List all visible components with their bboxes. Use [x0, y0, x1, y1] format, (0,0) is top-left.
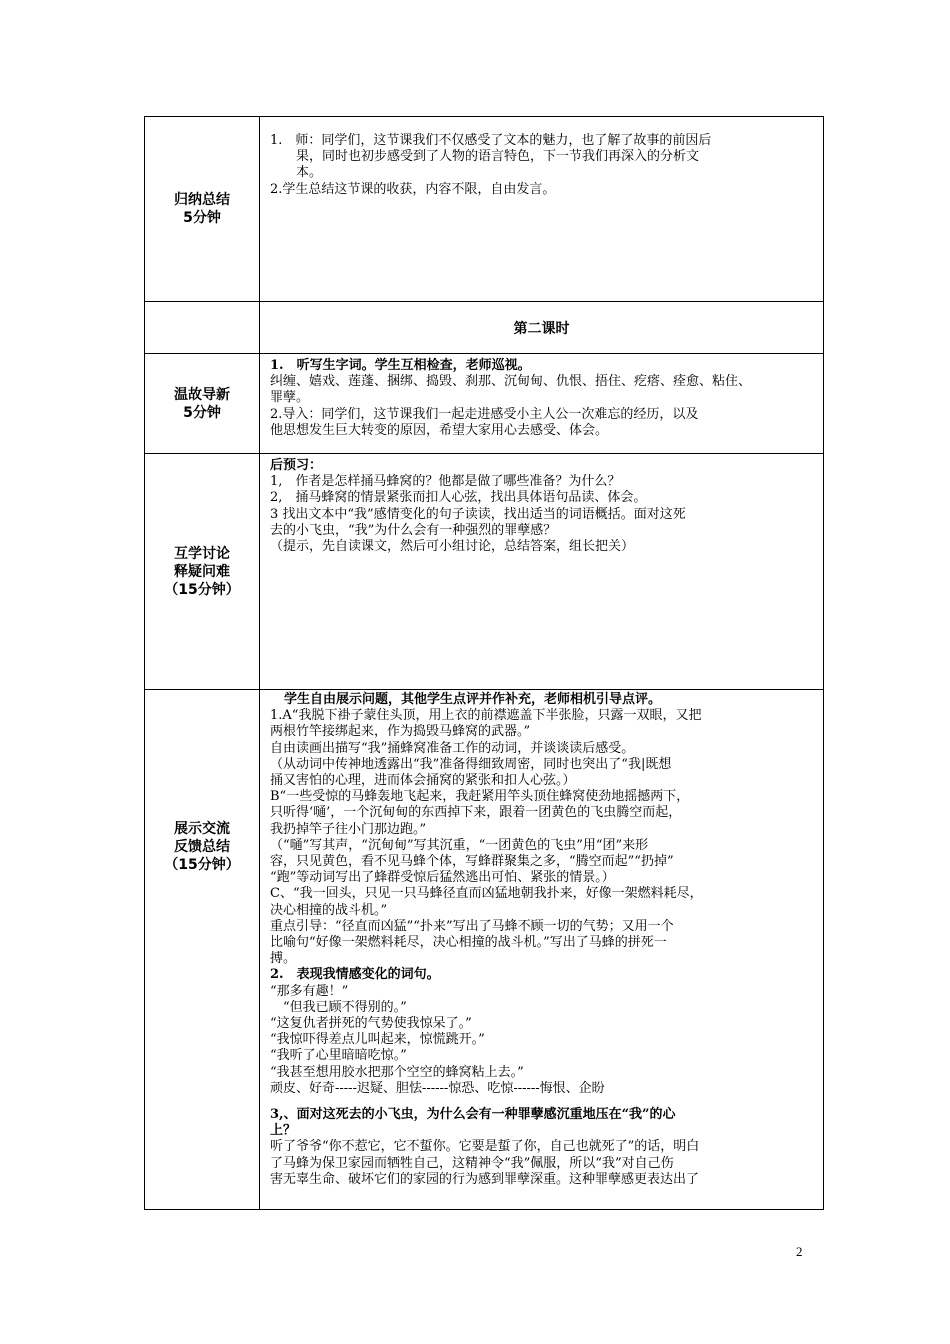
page-number: 2	[796, 1244, 803, 1259]
label-line: 展示交流	[174, 821, 230, 837]
text-line: 容，只见黄色，看不见马蜂个体，写蜂群聚集之多，“腾空而起”“扔掉”	[270, 854, 674, 870]
text-line: （从动词中传神地透露出“我”准备得细致周密，同时也突出了“我|既想	[270, 756, 672, 772]
label-line: 反馈总结	[174, 839, 230, 855]
quote-line: “但我已顾不得别的。”	[270, 999, 407, 1015]
section-heading: 上？	[270, 1123, 297, 1139]
label-line: 归纳总结	[174, 192, 230, 208]
label-line: 互学讨论	[174, 545, 230, 562]
content-discussion	[260, 454, 824, 690]
row-review	[145, 354, 824, 454]
text-line: 罪孽。	[270, 390, 310, 406]
quote-line: “我听了心里暗暗吃惊。”	[270, 1048, 407, 1064]
section-heading: 2. 表现我情感变化的词句。	[270, 967, 440, 983]
text-line: 听了爷爷“你不惹它，它不蜇你。它要是蜇了你，自己也就死了”的话，明白	[270, 1139, 700, 1155]
text-line: 比喻句“好像一架燃料耗尽，决心相撞的战斗机。”写出了马蜂的拼死一	[270, 935, 667, 951]
text-line: 只听得‘嗵’，一个沉甸甸的东西掉下来，跟着一团黄色的飞虫腾空而起，	[270, 805, 682, 821]
text-line: B“一些受惊的马蜂轰地飞起来，我赶紧用竿头顶住蜂窝使劲地摇撼两下，	[270, 789, 690, 805]
label-line: （15分钟）	[164, 857, 240, 873]
row-presentation	[145, 690, 824, 1210]
text-line: 决心相撞的战斗机。”	[270, 902, 388, 918]
text-line: C、“我一回头，只见一只马蜂径直而凶猛地朝我扑来，好像一架燃料耗尽，	[270, 886, 703, 902]
section-heading: 学生自由展示问题，其他学生点评并作补充，老师相机引导点评。	[284, 692, 662, 707]
text-line: 纠缠、嬉戏、莲蓬、捆绑、捣毁、刹那、沉甸甸、仇恨、捂住、疙瘩、痊愈、粘住、	[270, 374, 752, 390]
text-line: （“嗵”写其声，“沉甸甸”写其沉重，“一团黄色的飞虫”用“团”来形	[270, 837, 649, 853]
text-line: 1.A“我脱下褂子蒙住头顶，用上衣的前襟遮盖下半张脸，只露一双眼，又把	[270, 708, 702, 724]
quote-line: “我甚至想用胶水把那个空空的蜂窝粘上去。”	[270, 1064, 524, 1080]
content-review	[260, 354, 824, 454]
text-line: 我扔掉竿子往小门那边跑。”	[270, 821, 427, 837]
text-line: 去的小飞虫，“我”为什么会有一种强烈的罪孽感？	[270, 522, 557, 538]
content-summary	[260, 117, 824, 302]
label-line: 释疑问难	[174, 563, 230, 580]
text-line: 了马蜂为保卫家园而牺牲自己，这精神令“我”佩服，所以“我”对自己伤	[270, 1155, 674, 1171]
quote-line: “那多有趣！”	[270, 983, 349, 999]
text-line: 1. 师：同学们，这节课我们不仅感受了文本的魅力，也了解了故事的前因后	[270, 133, 712, 148]
section-heading: 后预习：	[270, 458, 323, 473]
text-line: （提示，先自读课文，然后可小组讨论，总结答案，组长把关）	[270, 539, 635, 555]
label-line: 5分钟	[183, 210, 221, 226]
section-heading: 1. 听写生字词。学生互相检查，老师巡视。	[270, 358, 531, 373]
text-line: 果，同时也初步感受到了人物的语言特色，下一节我们再深入的分析文	[270, 149, 700, 165]
text-line: 2.导入：同学们，这节课我们一起走进感受小主人公一次难忘的经历，以及	[270, 406, 699, 422]
text-line: 捅又害怕的心理，进而体会捅窝的紧张和扣人心弦。）	[270, 773, 576, 789]
text-line: 重点引导：“径直而凶猛”“扑来”写出了马蜂不顾一切的气势；又用一个	[270, 918, 674, 934]
text-line: 两根竹竿接绑起来，作为捣毁马蜂窝的武器。”	[270, 724, 531, 740]
text-line: 2, 捅马蜂窝的情景紧张而扣人心弦，找出具体语句品读、体会。	[270, 490, 647, 506]
label-review	[145, 354, 260, 454]
label-line: （15分钟）	[164, 581, 240, 598]
text-line: 2.学生总结这节课的收获，内容不限，自由发言。	[270, 181, 556, 197]
label-summary	[145, 117, 260, 302]
quote-line: “这复仇者拼死的气势使我惊呆了。”	[270, 1016, 472, 1032]
lesson-plan-table	[144, 116, 824, 1210]
text-line: 自由读画出描写“我”捅蜂窝准备工作的动词，并谈谈读后感受。	[270, 740, 635, 756]
text-line: 顽皮、好奇-----迟疑、胆怯------惊恐、吃惊------悔恨、企盼	[270, 1080, 605, 1096]
text-line: 3 找出文本中“我”感情变化的句子读读，找出适当的词语概括。面对这死	[270, 506, 686, 522]
spacer	[270, 1097, 819, 1107]
row-discussion	[145, 454, 824, 690]
text-line: 搏。	[270, 951, 297, 967]
section-heading: 3,、面对这死去的小飞虫，为什么会有一种罪孽感沉重地压在“我”的心	[270, 1107, 676, 1123]
text-line: 他思想发生巨大转变的原因，希望大家用心去感受、体会。	[270, 422, 609, 438]
text-line: 害无辜生命、破坏它们的家园的行为感到罪孽深重。这种罪孽感更表达出了	[270, 1171, 700, 1187]
row-summary	[145, 117, 824, 302]
label-line: 5分钟	[183, 404, 221, 421]
text-line: 本。	[270, 165, 323, 181]
quote-line: “我惊吓得差点儿叫起来，惊慌跳开。”	[270, 1032, 485, 1048]
row-title	[145, 302, 824, 354]
content-presentation	[260, 690, 824, 1210]
label-line: 温故导新	[174, 386, 230, 403]
text-line: “跑”等动词写出了蜂群受惊后猛然逃出可怕、紧张的情景。）	[270, 870, 615, 886]
label-discussion	[145, 454, 260, 690]
title-empty-cell	[145, 302, 260, 354]
text-line: 1, 作者是怎样捅马蜂窝的？他都是做了哪些准备？为什么？	[270, 474, 621, 490]
section-title: 第二课时	[260, 302, 824, 354]
label-presentation	[145, 690, 260, 1210]
